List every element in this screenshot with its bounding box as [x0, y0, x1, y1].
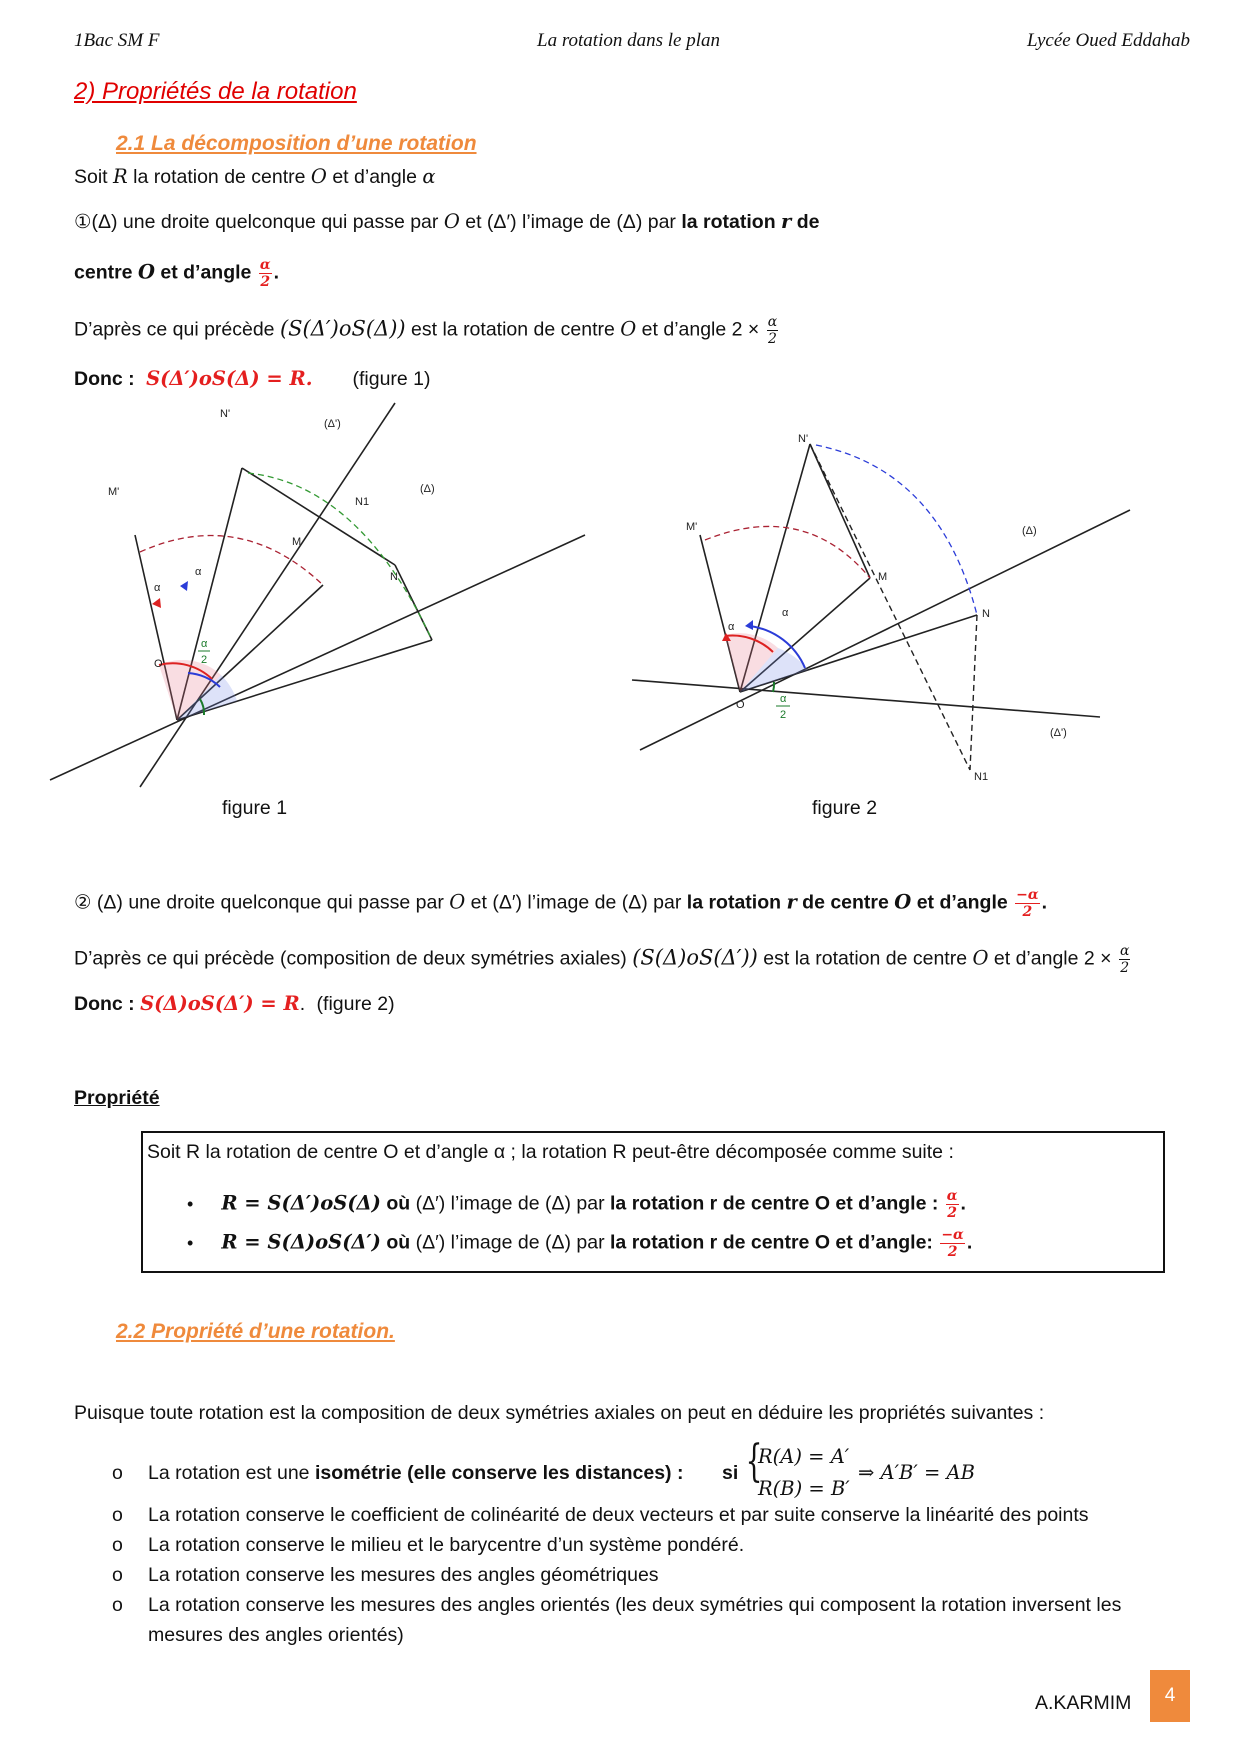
- bullet-o: o: [112, 1564, 123, 1586]
- segment-n1-n: [395, 565, 432, 640]
- propriete-item-2: • R = S(Δ)oS(Δ′) où (Δ′) l’image de (Δ) par la rotation r de centre O et d’angle: $\frac{-\alpha}{2}$ .: [187, 1227, 973, 1260]
- alpha-half-fraction: $\frac{\alpha}{2}$: [259, 257, 271, 290]
- propriete-box: [141, 1131, 1165, 1273]
- arc-n-nprime: [248, 473, 432, 640]
- fig1-label-o: O: [154, 658, 163, 670]
- fig2-label-mprime: M': [686, 521, 698, 533]
- fig1-label-delta-prime: (Δ'): [324, 418, 341, 430]
- fig1-label-nprime: N': [220, 408, 231, 420]
- fig1-label-n: N: [390, 571, 398, 583]
- arc-m-mprime: [705, 526, 870, 578]
- isometrie-eq-2: R(B) = B′: [758, 1477, 850, 1500]
- fig2-label-n1: N1: [974, 771, 989, 783]
- isometrie-si: si: [722, 1462, 739, 1484]
- subsection-title-1: 2.1 La décomposition d’une rotation: [116, 132, 477, 155]
- fig1-label-alpha-green: α: [201, 638, 208, 650]
- section-title: 2) Propriétés de la rotation: [74, 78, 357, 105]
- propriete-intro: Soit R la rotation de centre O et d’angle α ; la rotation R peut-être décomposée comme suite :: [147, 1141, 954, 1163]
- figure-2: [630, 430, 1150, 810]
- property-isometrie: La rotation est une isométrie (elle conserve les distances) :: [148, 1462, 684, 1484]
- fig2-label-m: M: [878, 571, 888, 583]
- fig2-label-two: 2: [780, 709, 787, 721]
- fig2-label-delta: (Δ): [1022, 525, 1037, 537]
- property-colinearite: La rotation conserve le coefficient de colinéarité de deux vecteurs et par suite conserve la linéarité des points: [148, 1504, 1089, 1526]
- case2-line: ② (Δ) une droite quelconque qui passe par O et (Δ′) l’image de (Δ) par la rotation r de centre O et d’angle $\frac{-\alpha}{2}$ .: [74, 887, 1048, 920]
- propriete-item-1: • R = S(Δ′)oS(Δ) où (Δ′) l’image de (Δ) par la rotation r de centre O et d’angle : $\frac{\alpha}{2}$ .: [187, 1188, 966, 1221]
- figure-1-caption: figure 1: [222, 797, 288, 819]
- fig1-label-m: M: [292, 536, 302, 548]
- figure-1: [40, 395, 600, 805]
- segment-nprime-n1: [242, 468, 395, 565]
- arc-n-nprime: [816, 445, 977, 615]
- dapres1-line: D’après ce qui précède (S(Δ′)oS(Δ)) est la rotation de centre O et d’angle 2 × $\frac{\alpha}{2}$: [74, 314, 778, 347]
- fig2-label-alpha: α: [728, 621, 735, 633]
- bullet-o: o: [112, 1462, 123, 1484]
- soit-line: Soit R la rotation de centre O et d’angle α: [74, 165, 436, 188]
- bullet-o: o: [112, 1504, 123, 1526]
- dashed-n-n1: [970, 615, 977, 770]
- fig2-label-o: O: [736, 699, 745, 711]
- bullet-o: o: [112, 1534, 123, 1556]
- isometrie-eq-1: R(A) = A′: [758, 1445, 850, 1468]
- page-number: 4: [1150, 1670, 1190, 1722]
- dashed-nprime-n1: [810, 444, 970, 770]
- case1-line2: centre O et d’angle $\frac{\alpha}{2}$ .: [74, 257, 280, 290]
- fig1-label-delta: (Δ): [420, 483, 435, 495]
- segment-nprime-m: [810, 444, 870, 578]
- fig2-label-alpha-blue: α: [782, 607, 789, 619]
- line-delta-prime: [632, 680, 1100, 717]
- propriete-title: Propriété: [74, 1087, 160, 1109]
- fig2-label-nprime: N': [798, 433, 809, 445]
- part2-intro: Puisque toute rotation est la composition de deux symétries axiales on peut en déduire les propriétés suivantes :: [74, 1402, 1045, 1424]
- fig2-label-alpha-green: α: [780, 693, 787, 705]
- fig1-label-alpha-blue: α: [195, 566, 202, 578]
- header-left: 1Bac SM F: [74, 30, 160, 51]
- donc2-line: Donc : S(Δ)oS(Δ′) = R. (figure 2): [74, 992, 395, 1015]
- property-angles-orientes: La rotation conserve les mesures des angles orientés (les deux symétries qui composent la rotation inversent les: [148, 1594, 1122, 1616]
- fig2-label-n: N: [982, 608, 990, 620]
- property-milieu: La rotation conserve le milieu et le barycentre d’un système pondéré.: [148, 1534, 745, 1556]
- donc1-line: Donc : S(Δ′)oS(Δ) = R. (figure 1): [74, 367, 431, 390]
- arc-alpha-half-green: [773, 682, 774, 692]
- fig1-label-mprime: M': [108, 486, 120, 498]
- subsection-title-2: 2.2 Propriété d’une rotation.: [116, 1320, 395, 1343]
- dapres2-line: D’après ce qui précède (composition de deux symétries axiales) (S(Δ)oS(Δ′)) est la rotation de centre O et d’angle 2 × $\frac{\alpha}{2}$: [74, 943, 1130, 976]
- fig1-label-n1: N1: [355, 496, 370, 508]
- property-angles-orientes-cont: mesures des angles orientés): [148, 1624, 404, 1646]
- isometrie-result: ⇒ A′B′ = AB: [858, 1461, 975, 1484]
- property-angles-geometriques: La rotation conserve les mesures des angles géométriques: [148, 1564, 659, 1586]
- fig1-label-alpha: α: [154, 582, 161, 594]
- line-delta: [50, 535, 585, 780]
- header-center: La rotation dans le plan: [537, 30, 720, 51]
- figure-2-caption: figure 2: [812, 797, 878, 819]
- fig1-label-two: 2: [201, 654, 208, 666]
- fig2-label-delta-prime: (Δ'): [1050, 727, 1067, 739]
- header-right: Lycée Oued Eddahab: [1027, 30, 1190, 51]
- line-delta-prime: [140, 403, 395, 787]
- bullet-o: o: [112, 1594, 123, 1616]
- footer-author: A.KARMIM: [1035, 1692, 1132, 1714]
- case1-line1: ①(Δ) une droite quelconque qui passe par O et (Δ′) l’image de (Δ) par la rotation r de: [74, 210, 820, 233]
- system-brace: {: [745, 1436, 763, 1487]
